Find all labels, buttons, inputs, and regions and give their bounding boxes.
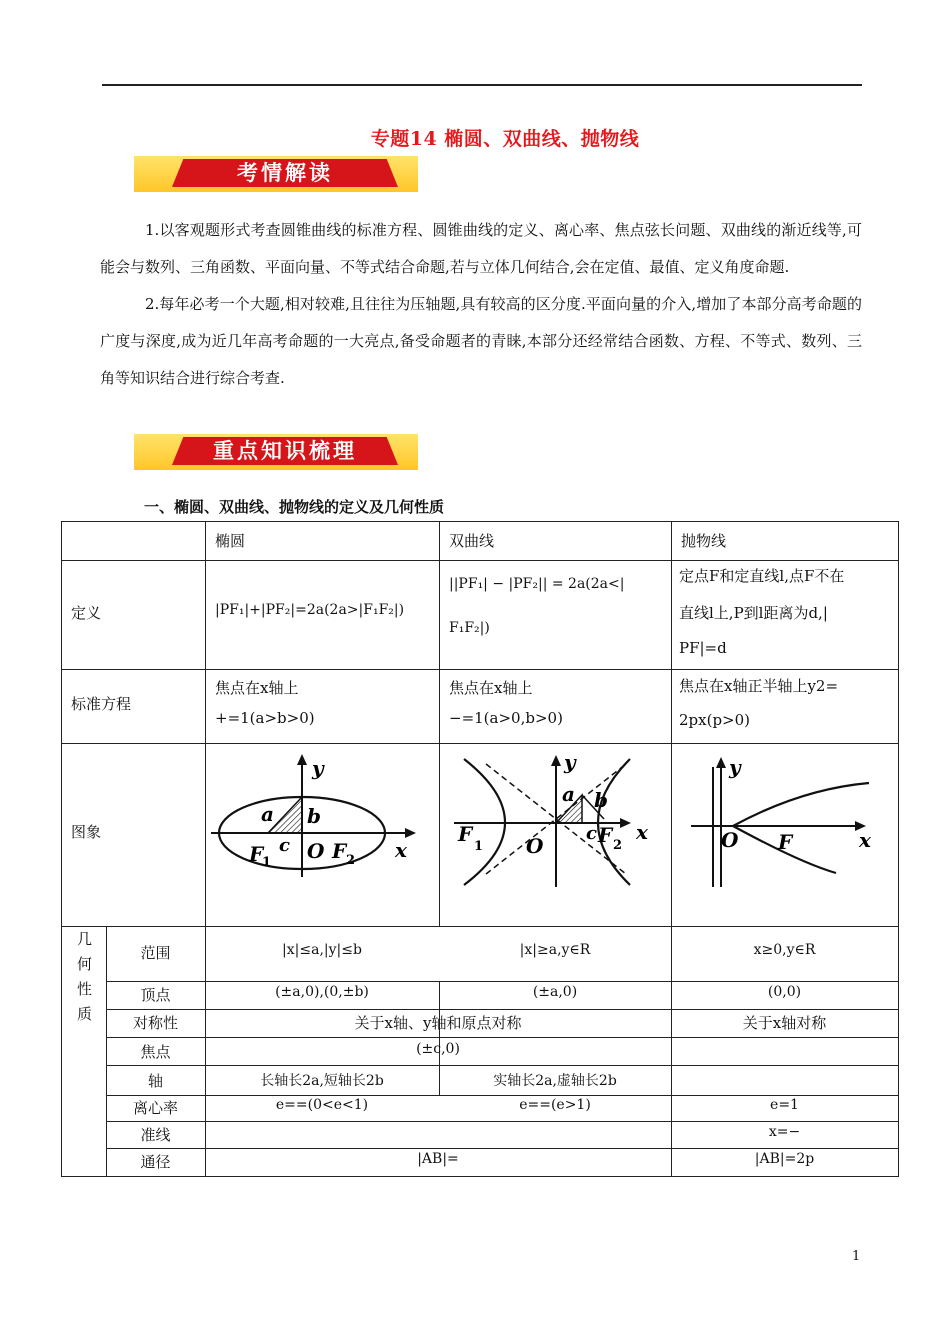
vertex-hyperbola: (±a,0) — [532, 984, 578, 1000]
row-label-axis: 轴 — [147, 1072, 163, 1090]
definition-parabola-line2: 直线l上,P到l距离为d,| — [679, 604, 828, 622]
axis-ellipse: 长轴长2a,短轴长2b — [260, 1073, 384, 1089]
conic-properties-table — [61, 521, 899, 1177]
focus-ellipse-hyperbola: (±c,0) — [416, 1041, 460, 1057]
ellipse-f2-subscript: 2 — [346, 853, 356, 868]
parabola-x-label: x — [859, 828, 871, 852]
symmetry-ellipse-hyperbola: 关于x轴、y轴和原点对称 — [354, 1014, 522, 1032]
axis-hyperbola: 实轴长2a,虚轴长2b — [493, 1073, 617, 1089]
ellipse-f1-label: F — [249, 842, 264, 866]
definition-hyperbola-line1: ||PF₁| − |PF₂|| = 2a(2a<| — [449, 576, 625, 592]
header-hyperbola: 双曲线 — [449, 532, 495, 550]
equation-ellipse-line2: +=1(a>b>0) — [215, 709, 315, 727]
hyperbola-a-label: a — [562, 782, 575, 806]
equation-hyperbola-line2: −=1(a>0,b>0) — [449, 709, 563, 727]
definition-parabola-line3: PF|=d — [679, 639, 727, 657]
vertex-parabola: (0,0) — [767, 984, 802, 1000]
ellipse-graph — [211, 749, 421, 879]
hyperbola-f1-label: F — [458, 822, 473, 846]
ellipse-x-label: x — [395, 838, 407, 862]
ellipse-f1-subscript: 1 — [262, 855, 272, 870]
definition-hyperbola-line2: F₁F₂|) — [449, 620, 490, 636]
range-parabola: x≥0,y∈R — [753, 942, 816, 958]
ellipse-origin-label: O — [307, 839, 325, 863]
equation-ellipse-line1: 焦点在x轴上 — [215, 679, 299, 697]
banner-exam-text: 考情解读 — [237, 161, 333, 185]
banner-knowledge — [134, 434, 418, 470]
symmetry-parabola: 关于x轴对称 — [742, 1014, 827, 1032]
parabola-y-label: y — [729, 755, 741, 779]
row-label-range: 范围 — [140, 944, 171, 962]
hyperbola-f1-subscript: 1 — [474, 839, 484, 854]
section-heading: 一、椭圆、双曲线、抛物线的定义及几何性质 — [144, 498, 445, 516]
banner-exam-analysis — [134, 156, 418, 192]
row-label-definition: 定义 — [71, 604, 102, 622]
parabola-graph — [681, 749, 891, 889]
analysis-paragraphs — [100, 212, 862, 397]
directrix-parabola: x=− — [768, 1124, 801, 1140]
hyperbola-graph — [446, 749, 666, 889]
range-hyperbola: |x|≥a,y∈R — [519, 942, 591, 958]
geometry-char-2: 何 — [77, 955, 93, 973]
row-label-vertex: 顶点 — [140, 986, 171, 1004]
equation-parabola-line1: 焦点在x轴正半轴上y2= — [679, 677, 839, 695]
hyperbola-origin-label: O — [526, 834, 544, 858]
hyperbola-f2-subscript: 2 — [613, 838, 623, 853]
equation-parabola-line2: 2px(p>0) — [679, 711, 751, 729]
definition-parabola-line1: 定点F和定直线l,点F不在 — [679, 567, 845, 585]
geometry-char-4: 质 — [77, 1005, 93, 1023]
vertex-ellipse: (±a,0),(0,±b) — [275, 984, 369, 1000]
hyperbola-b-label: b — [594, 788, 608, 812]
ellipse-b-label: b — [307, 804, 321, 828]
hyperbola-y-label: y — [564, 750, 576, 774]
ellipse-y-label: y — [312, 756, 324, 780]
equation-hyperbola-line1: 焦点在x轴上 — [449, 679, 533, 697]
page-title: 专题14 椭圆、双曲线、抛物线 — [370, 128, 640, 150]
parabola-f-label: F — [778, 830, 793, 854]
row-label-equation: 标准方程 — [71, 695, 132, 713]
ellipse-a-label: a — [261, 802, 274, 826]
header-parabola: 抛物线 — [681, 532, 727, 550]
ellipse-f2-label: F — [332, 839, 347, 863]
hyperbola-c-label: c — [586, 823, 597, 844]
row-label-latus-rectum: 通径 — [140, 1153, 171, 1171]
definition-ellipse: |PF₁|+|PF₂|=2a(2a>|F₁F₂|) — [215, 602, 405, 618]
header-ellipse: 椭圆 — [215, 532, 246, 550]
hyperbola-x-label: x — [636, 820, 648, 844]
parabola-origin-label: O — [721, 828, 739, 852]
row-label-eccentricity: 离心率 — [132, 1099, 178, 1117]
banner-knowledge-text: 重点知识梳理 — [213, 439, 357, 463]
hyperbola-f2-label: F — [598, 823, 613, 847]
header-rule — [102, 84, 862, 86]
page-number: 1 — [852, 1249, 861, 1264]
row-label-graph: 图象 — [71, 823, 102, 841]
paragraph-2: 2.每年必考一个大题,相对较难,且往往为压轴题,具有较高的区分度.平面向量的介入,增加了本部分高考命题的广度与深度,成为近几年高考命题的一大亮点,备受命题者的青睐,本部分还经常结合函数、方程、不等式、数列、三角等知识结合进行综合考查. — [100, 295, 862, 387]
row-label-focus: 焦点 — [140, 1043, 171, 1061]
eccentricity-hyperbola: e==(e>1) — [519, 1097, 591, 1113]
latus-ellipse-hyperbola: |AB|= — [417, 1151, 459, 1167]
eccentricity-parabola: e=1 — [770, 1097, 799, 1113]
row-label-directrix: 准线 — [140, 1126, 171, 1144]
ellipse-c-label: c — [279, 835, 290, 856]
eccentricity-ellipse: e==(0<e<1) — [275, 1097, 369, 1113]
latus-parabola: |AB|=2p — [754, 1151, 815, 1167]
geometry-group-label — [77, 927, 92, 1027]
row-label-symmetry: 对称性 — [132, 1014, 178, 1032]
paragraph-1: 1.以客观题形式考查圆锥曲线的标准方程、圆锥曲线的定义、离心率、焦点弦长问题、双曲线的渐近线等,可能会与数列、三角函数、平面向量、不等式结合命题,若与立体几何结合,会在定值、最值、定义角度命题. — [100, 221, 862, 276]
geometry-char-3: 性 — [77, 980, 93, 998]
geometry-char-1: 几 — [77, 930, 93, 948]
range-ellipse: |x|≤a,|y|≤b — [282, 942, 362, 958]
